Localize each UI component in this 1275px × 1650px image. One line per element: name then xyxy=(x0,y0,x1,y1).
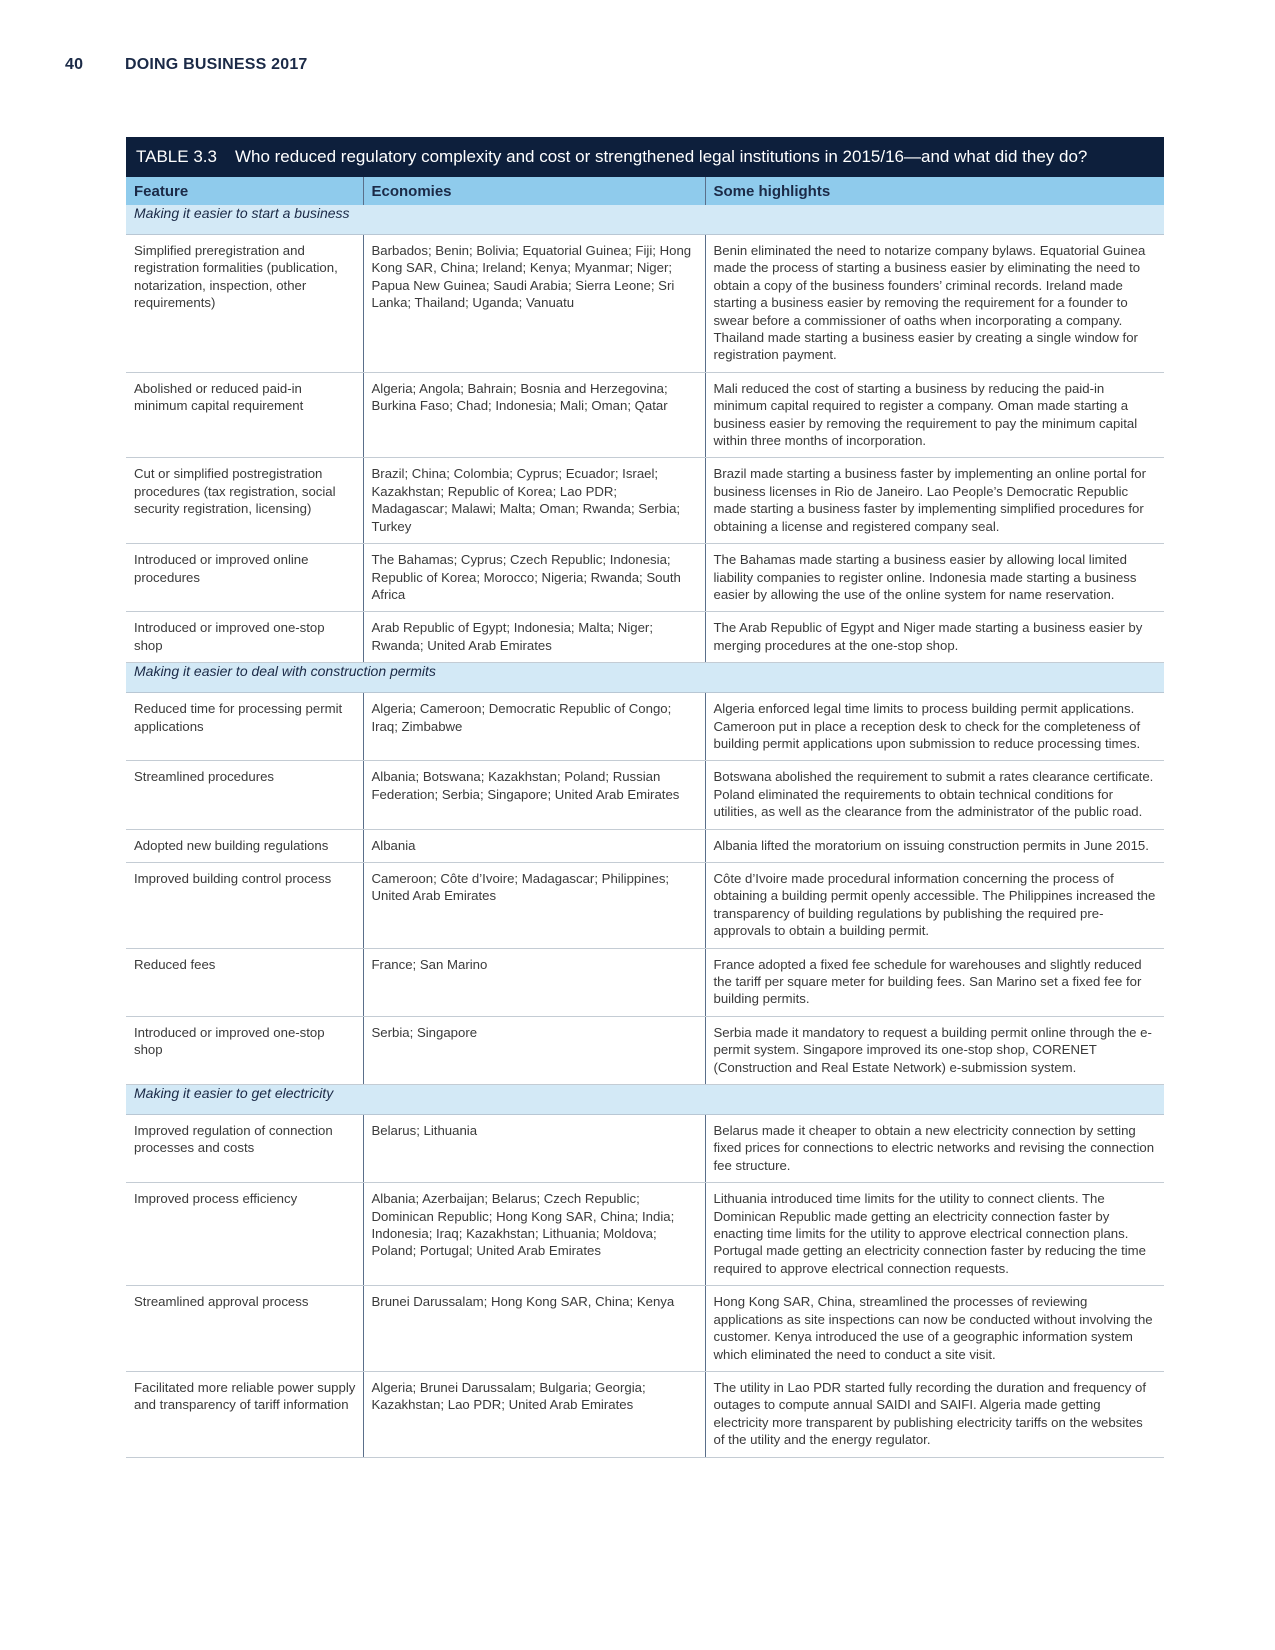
feature-cell: Streamlined approval process xyxy=(126,1286,363,1372)
highlights-cell: The Bahamas made starting a business easier by allowing local limited liability companies to register online. Indonesia made starting a business easier by allowing the use of the online system for name reservation. xyxy=(705,544,1164,612)
header-economies: Economies xyxy=(363,177,705,205)
table-row xyxy=(126,1371,1164,1457)
highlights-cell: Botswana abolished the requirement to submit a rates clearance certificate. Poland eliminated the requirements to obtain technical conditions for utilities, as well as the clearance from the administrator of the public road. xyxy=(705,761,1164,829)
table-row xyxy=(126,761,1164,829)
table-row xyxy=(126,862,1164,948)
table-row xyxy=(126,1016,1164,1084)
economies-cell: France; San Marino xyxy=(363,948,705,1016)
table-body xyxy=(126,205,1164,1457)
economies-cell: The Bahamas; Cyprus; Czech Republic; Indonesia; Republic of Korea; Morocco; Nigeria; Rwanda; South Africa xyxy=(363,544,705,612)
table-row xyxy=(126,1183,1164,1286)
economies-cell: Brunei Darussalam; Hong Kong SAR, China; Kenya xyxy=(363,1286,705,1372)
highlights-cell: Algeria enforced legal time limits to process building permit applications. Cameroon put in place a reception desk to check for the completeness of building permit applications upon submission to reduce processing times. xyxy=(705,693,1164,761)
feature-cell: Adopted new building regulations xyxy=(126,829,363,862)
feature-cell: Introduced or improved online procedures xyxy=(126,544,363,612)
feature-cell: Improved process efficiency xyxy=(126,1183,363,1286)
table-header-row xyxy=(126,177,1164,205)
feature-cell: Facilitated more reliable power supply and transparency of tariff information xyxy=(126,1371,363,1457)
feature-cell: Simplified preregistration and registration formalities (publication, notarization, inspection, other requirements) xyxy=(126,235,363,373)
economies-cell: Albania xyxy=(363,829,705,862)
economies-cell: Algeria; Angola; Bahrain; Bosnia and Herzegovina; Burkina Faso; Chad; Indonesia; Mali; Oman; Qatar xyxy=(363,372,705,458)
economies-cell: Barbados; Benin; Bolivia; Equatorial Guinea; Fiji; Hong Kong SAR, China; Ireland; Kenya; Myanmar; Niger; Papua New Guinea; Saudi Arabia; Sierra Leone; Sri Lanka; Thailand; Uganda; Vanuatu xyxy=(363,235,705,373)
section-row xyxy=(126,1085,1164,1115)
section-row xyxy=(126,205,1164,235)
economies-cell: Brazil; China; Colombia; Cyprus; Ecuador; Israel; Kazakhstan; Republic of Korea; Lao PDR; Madagascar; Malawi; Malta; Oman; Rwanda; Serbia; Turkey xyxy=(363,458,705,544)
table-row xyxy=(126,948,1164,1016)
highlights-cell: Hong Kong SAR, China, streamlined the processes of reviewing applications as site inspections can now be conducted without involving the customer. Kenya introduced the use of a geographic information system which eliminated the need to conduct a site visit. xyxy=(705,1286,1164,1372)
economies-cell: Belarus; Lithuania xyxy=(363,1115,705,1183)
highlights-cell: Mali reduced the cost of starting a business by reducing the paid-in minimum capital required to register a company. Oman made starting a business easier by removing the requirement to pay the minimum capital within three months of incorporation. xyxy=(705,372,1164,458)
table-row xyxy=(126,693,1164,761)
table-title: Who reduced regulatory complexity and cost or strengthened legal institutions in 2015/16—and what did they do? xyxy=(234,147,1088,166)
table-row xyxy=(126,1115,1164,1183)
section-title: Making it easier to deal with construction permits xyxy=(126,663,1164,693)
highlights-table xyxy=(126,177,1164,1458)
feature-cell: Reduced time for processing permit applications xyxy=(126,693,363,761)
section-title: Making it easier to start a business xyxy=(126,205,1164,235)
feature-cell: Improved building control process xyxy=(126,862,363,948)
economies-cell: Cameroon; Côte d’Ivoire; Madagascar; Philippines; United Arab Emirates xyxy=(363,862,705,948)
table-row xyxy=(126,458,1164,544)
highlights-cell: Benin eliminated the need to notarize company bylaws. Equatorial Guinea made the process of starting a business easier by eliminating the need to obtain a copy of the business founders’ criminal records. Ireland made starting a business easier by removing the requirement for a founder to swear before a commissioner of oaths when incorporating a company. Thailand made starting a business easier by creating a single window for registration payment. xyxy=(705,235,1164,373)
table-3-3 xyxy=(126,137,1164,1458)
feature-cell: Cut or simplified postregistration procedures (tax registration, social security registration, licensing) xyxy=(126,458,363,544)
highlights-cell: Lithuania introduced time limits for the utility to connect clients. The Dominican Republic made getting an electricity connection faster by enacting time limits for the utility to approve electrical connection plans. Portugal made getting an electricity connection faster by reducing the time required to approve electrical connection requests. xyxy=(705,1183,1164,1286)
economies-cell: Algeria; Brunei Darussalam; Bulgaria; Georgia; Kazakhstan; Lao PDR; United Arab Emirates xyxy=(363,1371,705,1457)
highlights-cell: Albania lifted the moratorium on issuing construction permits in June 2015. xyxy=(705,829,1164,862)
feature-cell: Abolished or reduced paid-in minimum capital requirement xyxy=(126,372,363,458)
table-row xyxy=(126,544,1164,612)
feature-cell: Streamlined procedures xyxy=(126,761,363,829)
feature-cell: Improved regulation of connection processes and costs xyxy=(126,1115,363,1183)
table-row xyxy=(126,829,1164,862)
economies-cell: Albania; Botswana; Kazakhstan; Poland; Russian Federation; Serbia; Singapore; United Arab Emirates xyxy=(363,761,705,829)
highlights-cell: Serbia made it mandatory to request a building permit online through the e-permit system. Singapore improved its one-stop shop, CORENET (Construction and Real Estate Network) e-submission system. xyxy=(705,1016,1164,1084)
table-row xyxy=(126,1286,1164,1372)
feature-cell: Reduced fees xyxy=(126,948,363,1016)
highlights-cell: Belarus made it cheaper to obtain a new electricity connection by setting fixed prices for connections to electric networks and revising the connection fee structure. xyxy=(705,1115,1164,1183)
economies-cell: Serbia; Singapore xyxy=(363,1016,705,1084)
section-title: Making it easier to get electricity xyxy=(126,1085,1164,1115)
table-row xyxy=(126,235,1164,373)
feature-cell: Introduced or improved one-stop shop xyxy=(126,612,363,663)
header-feature: Feature xyxy=(126,177,363,205)
page-number: 40 xyxy=(65,56,84,73)
header-highlights: Some highlights xyxy=(705,177,1164,205)
section-row xyxy=(126,663,1164,693)
highlights-cell: France adopted a fixed fee schedule for warehouses and slightly reduced the tariff per square meter for building fees. San Marino set a fixed fee for building permits. xyxy=(705,948,1164,1016)
running-title: DOING BUSINESS 2017 xyxy=(125,56,308,73)
economies-cell: Arab Republic of Egypt; Indonesia; Malta; Niger; Rwanda; United Arab Emirates xyxy=(363,612,705,663)
economies-cell: Albania; Azerbaijan; Belarus; Czech Republic; Dominican Republic; Hong Kong SAR, China; India; Indonesia; Iraq; Kazakhstan; Lithuania; Moldova; Poland; Portugal; United Arab Emirates xyxy=(363,1183,705,1286)
feature-cell: Introduced or improved one-stop shop xyxy=(126,1016,363,1084)
table-row xyxy=(126,372,1164,458)
running-head xyxy=(65,56,308,74)
table-label: TABLE 3.3 xyxy=(136,147,217,166)
highlights-cell: Côte d’Ivoire made procedural information concerning the process of obtaining a building permit openly accessible. The Philippines increased the transparency of building regulations by publishing the required pre-approvals to obtain a building permit. xyxy=(705,862,1164,948)
highlights-cell: Brazil made starting a business faster by implementing an online portal for business licenses in Rio de Janeiro. Lao People’s Democratic Republic made starting a business faster by implementing simplified procedures for obtaining a license and registered company seal. xyxy=(705,458,1164,544)
highlights-cell: The Arab Republic of Egypt and Niger made starting a business easier by merging procedures at the one-stop shop. xyxy=(705,612,1164,663)
table-row xyxy=(126,612,1164,663)
economies-cell: Algeria; Cameroon; Democratic Republic of Congo; Iraq; Zimbabwe xyxy=(363,693,705,761)
table-title-bar xyxy=(126,137,1164,177)
highlights-cell: The utility in Lao PDR started fully recording the duration and frequency of outages to compute annual SAIDI and SAIFI. Algeria made getting electricity more transparent by publishing electricity tariffs on the websites of the utility and the energy regulator. xyxy=(705,1371,1164,1457)
